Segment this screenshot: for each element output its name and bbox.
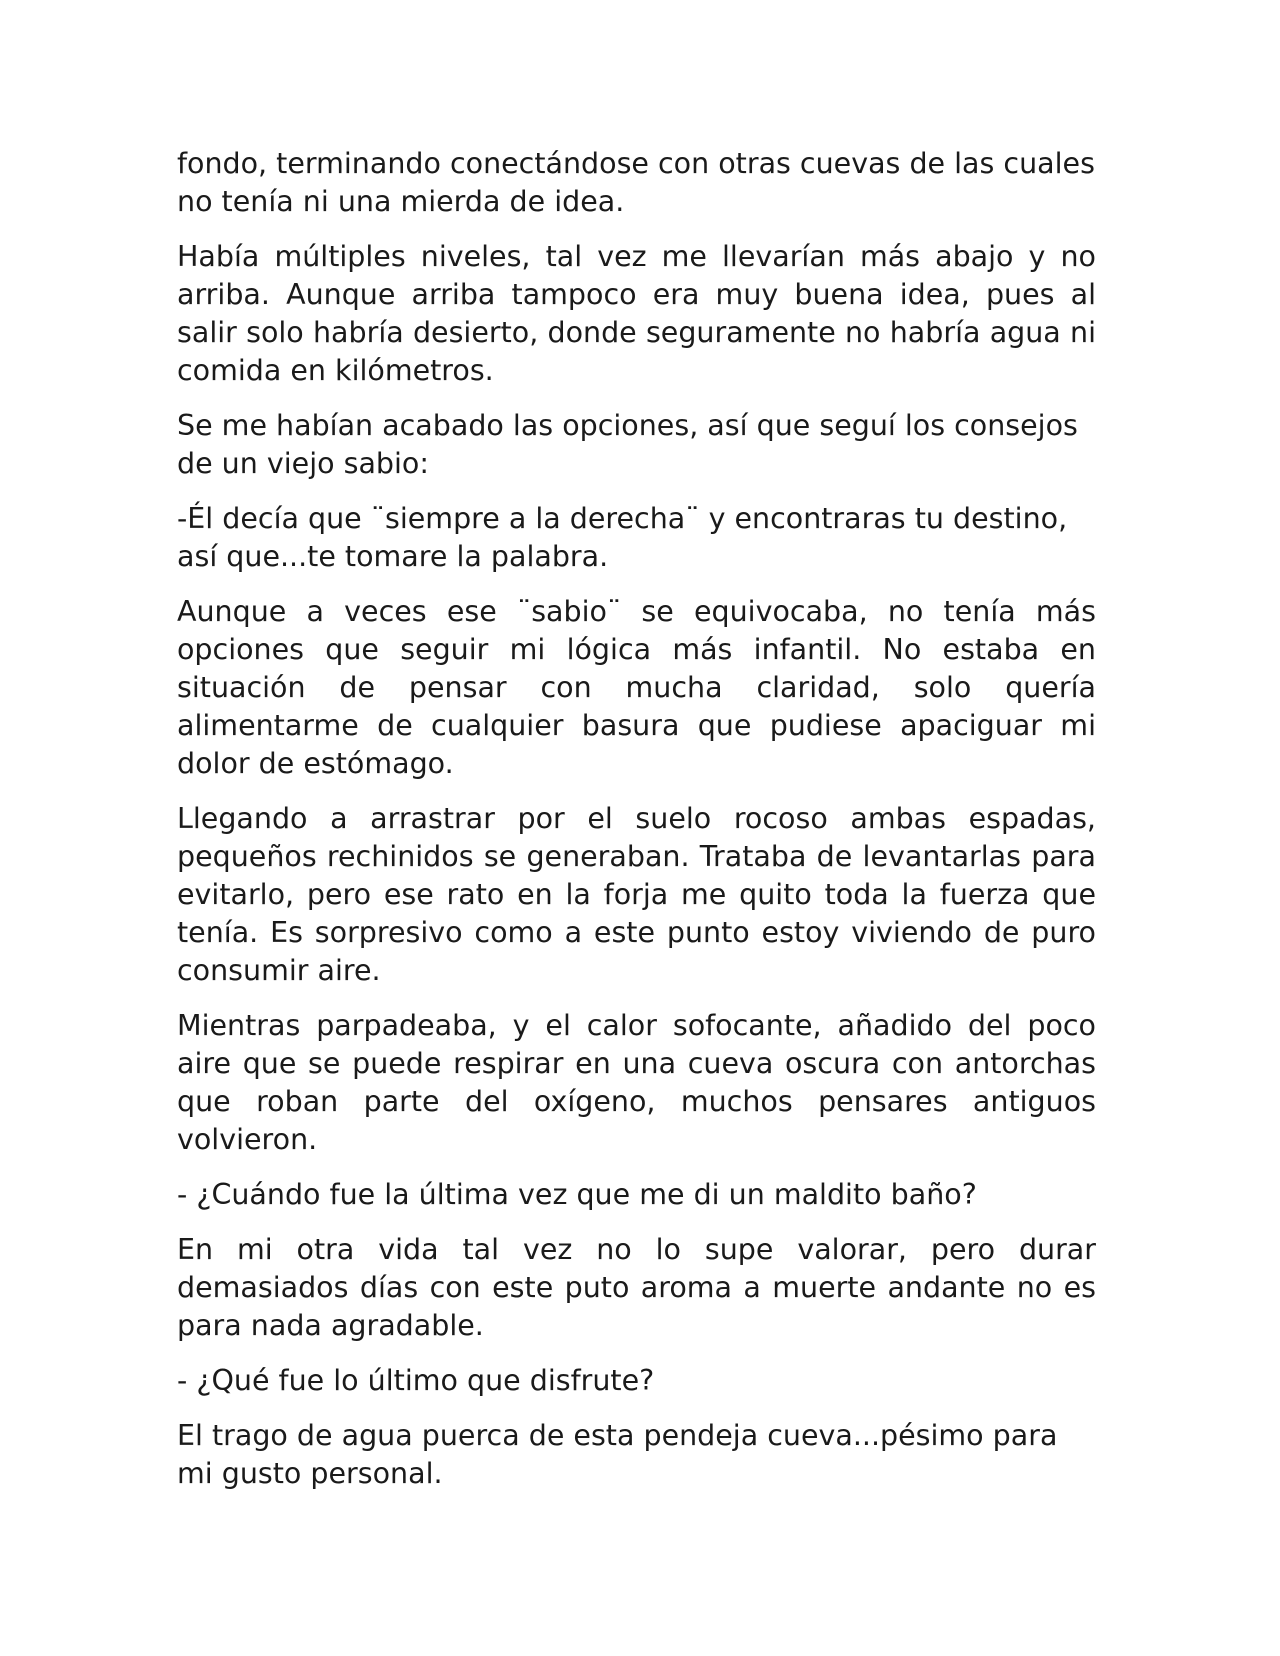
paragraph: El trago de agua puerca de esta pendeja cueva...pésimo para mi gusto personal.	[177, 1419, 1058, 1490]
paragraph: En mi otra vida tal vez no lo supe valorar, pero durar demasiados días con este puto aroma a muerte andante no es para nada agradable.	[177, 1233, 1096, 1342]
paragraph: Llegando a arrastrar por el suelo rocoso ambas espadas, pequeños rechinidos se generaban. Trataba de levantarlas para evitarlo, pero ese rato en la forja me quito toda la fuerza que tenía. Es sorpresivo como a este punto estoy viviendo de puro consumir aire.	[177, 802, 1096, 987]
paragraph: fondo, terminando conectándose con otras cuevas de las cuales no tenía ni una mierda de idea.	[177, 147, 1095, 218]
paragraph: Había múltiples niveles, tal vez me llevarían más abajo y no arriba. Aunque arriba tampoco era muy buena idea, pues al salir solo habría desierto, donde seguramente no habría agua ni comida en kilómetros.	[177, 240, 1096, 387]
paragraph: Se me habían acabado las opciones, así que seguí los consejos de un viejo sabio:	[177, 409, 1078, 480]
paragraph: Mientras parpadeaba, y el calor sofocante, añadido del poco aire que se puede respirar en una cueva oscura con antorchas que roban parte del oxígeno, muchos pensares antiguos volvieron.	[177, 1009, 1096, 1156]
dialogue-line: - ¿Cuándo fue la última vez que me di un maldito baño?	[177, 1178, 977, 1211]
document-text	[177, 145, 1096, 1510]
paragraph: -Él decía que ¨siempre a la derecha¨ y encontraras tu destino, así que...te tomare la palabra.	[177, 502, 1068, 573]
dialogue-line: - ¿Qué fue lo último que disfrute?	[177, 1364, 655, 1397]
paragraph: Aunque a veces ese ¨sabio¨ se equivocaba, no tenía más opciones que seguir mi lógica más infantil. No estaba en situación de pensar con mucha claridad, solo quería alimentarme de cualquier basura que pudiese apaciguar mi dolor de estómago.	[177, 595, 1096, 780]
